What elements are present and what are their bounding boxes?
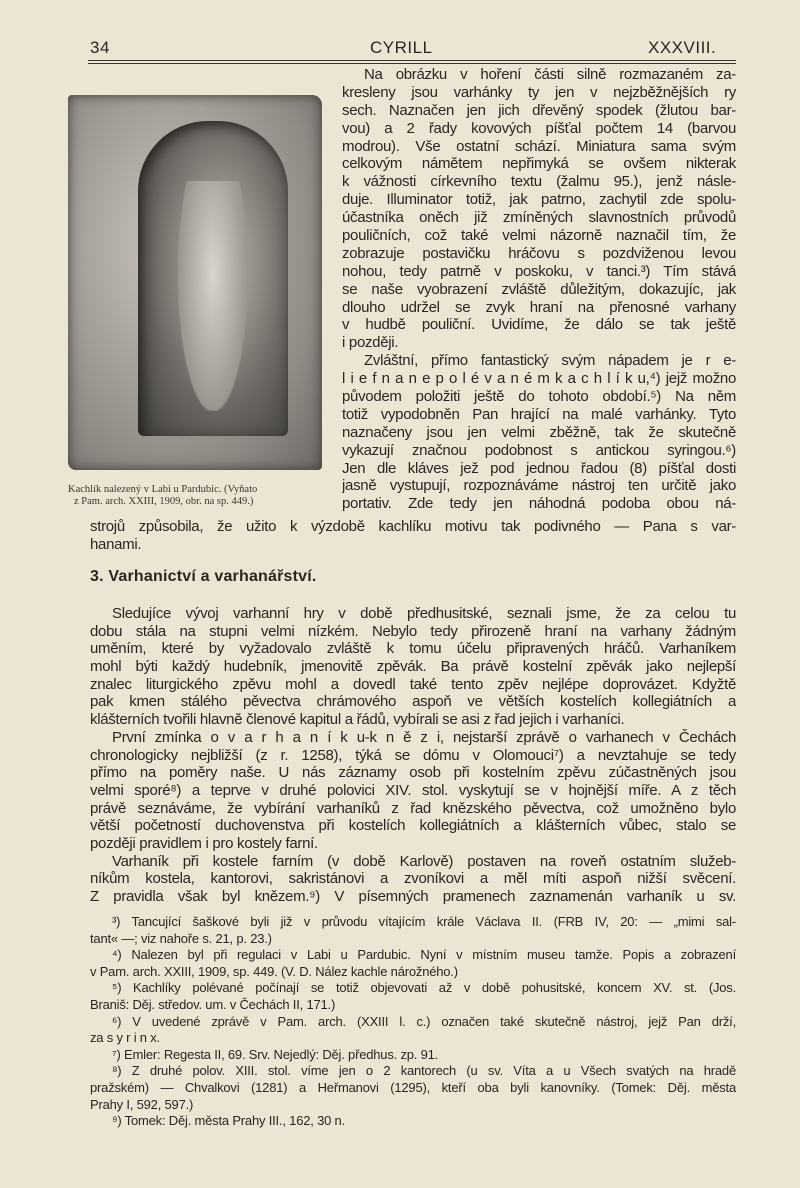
text-line: velmi sporé⁸) a teprve v druhé polovici XIV. stol. vyskytují se v hojnější míře. A z těch <box>90 781 736 799</box>
relief-recess <box>138 121 288 436</box>
text-line: pak kmen stálého pěvectva chrámového aspoň ve větších kostelích kollegiátních a <box>90 693 736 711</box>
text-line: uměním, které by vyžadovalo zvláště k tomu účelu připravených hráčů. Varhaníkem <box>90 640 736 658</box>
text-line: ⁴) Nalezen byl při regulaci v Labi u Pardubic. Nyní v místním museu tamže. Popis a zobrazení <box>112 947 736 963</box>
caption-line: Kachlík nalezený v Labi u Pardubic. (Vyňato <box>68 484 258 495</box>
text-line: mohl býti každý hudebník, jmenovitě zpěvák. Ba právě kostelní zpěvák jako nejlepší <box>90 658 736 676</box>
text-line: Sledujíce vývoj varhanní hry v době předhusitské, seznali jsme, že za celou tu <box>112 605 736 622</box>
text-line: chronologicky nejbližší (z r. 1258), týká se dómu v Olomouci⁷) a nevztahuje se tedy <box>90 746 736 764</box>
text-line: k vážnosti církevního textu (žalmu 95.), jenž násle- <box>342 173 736 191</box>
text-line: účastníka oněch již zmíněných slavnostních průvodů <box>342 209 736 227</box>
text-line: dobu stála na stupni velmi nízkém. Nebylo tedy přirozeně hraní na varhany žádným <box>90 622 736 640</box>
text-line: nohou, tedy patrně v poskoku, v tanci.³) Tím stává <box>342 262 736 280</box>
text-line: níkům kostela, kantorovi, sakristánovi a zvoníkovi a měl míti aspoň nižší svěcení. <box>90 870 736 888</box>
running-title: CYRILL <box>370 38 433 57</box>
section-body <box>90 605 736 906</box>
text-line: v Pam. arch. XXIII, 1909, sp. 449. (V. D. Nález kachle nárožného.) <box>90 963 458 979</box>
text-line: v hudbě pouliční. Uvidíme, že dálo se tak ještě <box>342 316 736 334</box>
text-line: l i e f n a n e p o l é v a n é m k a c h l í k u,⁴) jejž možno <box>342 370 736 388</box>
page-number: 34 <box>90 38 110 57</box>
pan-figure <box>178 181 248 411</box>
text-line: se naše vyobrazení zvláště důležitým, dokazujíc, jak <box>342 280 736 298</box>
text-line: Braniš: Děj. středov. um. v Čechách II, 171.) <box>90 996 336 1012</box>
text-line: přímo na poměry naše. U nás záznamy osob při kostelním zpěvu zúčastněných jsou <box>90 764 736 782</box>
text-line: znalec liturgického zpěvu mohl a dovedl také tento zpěv nejlépe doprovázet. Kdyžtě <box>90 675 736 693</box>
text-line: dlouho udržel se zvyk hraní na přenosné varhany <box>342 298 736 316</box>
text-line: Z pravidla však byl knězem.⁹) V písemných pramenech zaznamenán varhaník u sv. <box>90 888 736 905</box>
text-line: portativ. Zde tedy jen náhodná podoba obou ná- <box>342 495 736 513</box>
text-line: původem položiti ještě do tohoto období.⁵) Na něm <box>342 388 736 406</box>
text-line: ⁶) V uvedené zprávě v Pam. arch. (XXIII l. c.) označen také skutečně nástroj, jejž Pan drží, <box>112 1013 736 1029</box>
text-line: totiž vypodobněn Pan hrající na malé varhánky. Tyto <box>342 405 736 423</box>
text-line: Zvláštní, přímo fantastický svým nápadem je r e- <box>364 352 736 370</box>
text-line: Na obrázku v hoření části silně rozmazaném za- <box>364 66 736 83</box>
text-line: vykazují značnou podobnost s antickou syringou.⁶) <box>342 441 736 459</box>
text-line: modrou). Vše ostatní schází. Miniatura sama svým <box>342 137 736 155</box>
text-line: celkovým námětem nepřimyká se ovšem nikterak <box>342 155 736 173</box>
text-line: naznačeny jsou jen velmi zběžně, tak že skutečně <box>342 423 736 441</box>
text-line: strojů způsobila, že užito k výzdobě kachlíku motivu tak podivného — Pana s var- <box>90 518 736 535</box>
text-line: hanami. <box>90 536 142 553</box>
header-rule-2 <box>88 63 736 64</box>
volume-number: XXXVIII. <box>648 38 717 57</box>
text-line: i později. <box>342 334 399 352</box>
text-line: První zmínka o v a r h a n í k u-k n ě z i, nejstarší zprávě o varhanech v Čechách <box>112 728 736 746</box>
text-line: později pravidlem i pro kostely farní. <box>90 834 318 852</box>
paragraph-continuation <box>90 518 736 554</box>
text-line: jasně vystupují, rozpoznáváme nástroj ten určitě jako <box>342 477 736 495</box>
text-line: pražském) — Chvalkovi (1281) a Heřmanovi (1295), kteří oba byli kanovníky. (Tomek: Děj. města <box>90 1079 736 1095</box>
figure-caption <box>68 484 330 508</box>
text-line: právě seznáváme, že vybírání varhaníků z řad knězského pěvectva, což umožněno bylo <box>90 799 736 817</box>
text-line: ⁵) Kachlíky polévané počínají se totiž objevovati až v době pohusitské, koncem XV. st. (Jos. <box>112 980 736 996</box>
text-line: ⁸) Z druhé polov. XIII. stol. víme jen o 2 kantorech (u sv. Víta a u Všech svatých na hradě <box>112 1063 736 1079</box>
text-line: Prahy I, 592, 597.) <box>90 1096 194 1112</box>
text-line: duje. Illuminator totiž, jak patrno, zachytil zde spolu- <box>342 191 736 209</box>
text-line: tant« —; viz nahoře s. 21, p. 23.) <box>90 930 272 946</box>
text-line: zobrazuje postavičku hráčovu s pozdviženou levou <box>342 244 736 262</box>
text-line: klášterních tvořili hlavně členové kapitul a řádů, vybírali se asi z řad jejich i varhaníci. <box>90 711 625 729</box>
text-line: ³) Tancující šaškové byli již v průvodu vítajícím krále Václava II. (FRB IV, 20: — „mimi sal- <box>112 914 736 929</box>
text-line: kresleny jsou varhánky ty jen v nejzběžnějších ry <box>342 83 736 101</box>
section-heading: 3. Varhanictví a varhanářství. <box>90 568 317 585</box>
footnotes <box>90 914 736 1130</box>
text-line: Jen dle kláves jež pod jednou řadou (8) píšťal dosti <box>342 459 736 477</box>
text-line: za s y r i n x. <box>90 1030 160 1046</box>
header-rule <box>88 60 736 61</box>
right-column-text <box>342 66 736 513</box>
text-line: Varhaník při kostele farním (v době Karlově) postaven na roveň ostatním služeb- <box>112 852 736 870</box>
text-line: sech. Naznačen jen jich dřevěný spodek (žlutou bar- <box>342 101 736 119</box>
caption-line: z Pam. arch. XXIII, 1909, obr. na sp. 449.) <box>74 496 254 507</box>
text-line: vou) a 2 řady kovových píšťal počtem 14 (barvou <box>342 119 736 137</box>
text-line: ⁹) Tomek: Děj. města Prahy III., 162, 30 n. <box>112 1113 345 1129</box>
text-line: větší početností duchovenstva při kostelích kollegiátních a klášterních vůbec, stalo se <box>90 817 736 835</box>
text-line: pouličních, což také velmi názorně naznačil tím, že <box>342 227 736 245</box>
text-line: ⁷) Emler: Regesta II, 69. Srv. Nejedlý: Děj. předhus. zp. 91. <box>112 1046 439 1062</box>
relief-tile-photo <box>68 95 322 470</box>
